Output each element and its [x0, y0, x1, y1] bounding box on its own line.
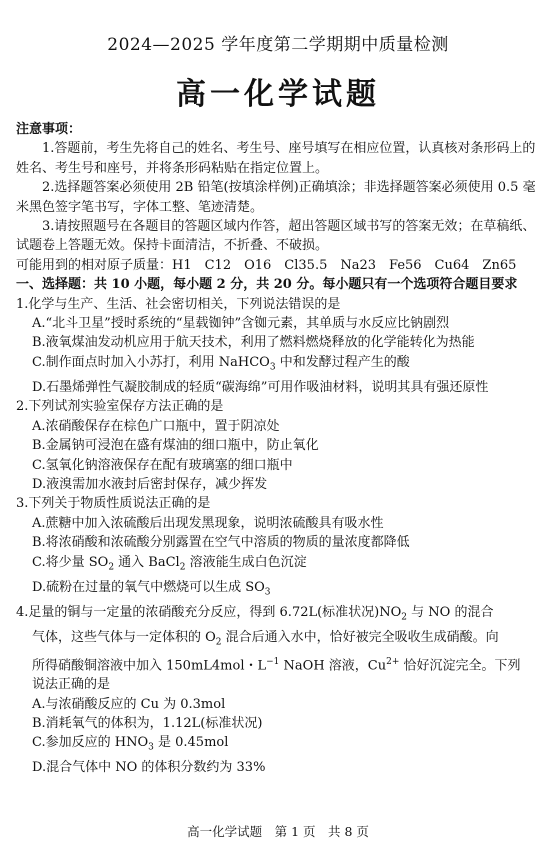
question-4-line-4: 说法正确的是 [32, 677, 111, 693]
question-2-option-c: C.氢氧化钠溶液保存在配有玻璃塞的细口瓶中 [32, 457, 293, 473]
q4l1-sub: 2 [401, 612, 408, 623]
q1c-sub: 3 [269, 362, 276, 373]
q4c-sub: 3 [148, 743, 154, 754]
question-1-option-c [16, 353, 542, 378]
notes-section [16, 120, 542, 778]
q4l1-text-1: 4.足量的铜与一定量的浓硝酸充分反应，得到 6.72L(标准状况)NO [16, 604, 402, 620]
q4c-text-2: 是 0.45mol [153, 735, 229, 751]
q3c-text-3: 溶液能生成白色沉淀 [185, 554, 307, 570]
question-4-option-c [16, 733, 542, 758]
q3d-sub: 3 [264, 587, 271, 598]
page-footer: 高一化学试题 第 1 页 共 8 页 [187, 824, 369, 839]
question-3-option-c [16, 553, 542, 578]
q4l3-sup-2: 2+ [386, 656, 400, 667]
question-4-option-a: A.与浓硝酸反应的 Cu 为 0.3mol [32, 696, 226, 712]
question-3-option-a: A.蔗糖中加入浓硫酸后出现发黑现象，说明浓硫酸具有吸水性 [32, 515, 384, 531]
question-3-stem: 3.下列关于物质性质说法正确的是 [16, 496, 211, 512]
question-4-option-d: D.混合气体中 NO 的体积分数约为 33% [32, 760, 266, 776]
q4l1-text-2: 与 NO 的混合 [407, 604, 494, 620]
question-2-option-a: A.浓硝酸保存在棕色广口瓶中，置于阴凉处 [32, 418, 280, 434]
q1c-text-1: C.制作面点时加入小苏打，利用 NaHCO [32, 354, 270, 370]
q4l2-sub: 2 [215, 637, 222, 648]
q4l2-text-1: 气体，这些气体与一定体积的 O [32, 629, 216, 645]
q3c-text-2: 通入 BaCl [114, 554, 180, 570]
q4l3-text-2: NaOH 溶液，Cu [279, 657, 387, 673]
question-2-option-b: B.金属钠可浸泡在盛有煤油的细口瓶中，防止氧化 [32, 438, 319, 454]
q4l3-text-1: 所得硝酸铜溶液中加入 150mL4mol・L [32, 657, 267, 673]
q1c-text-2: 中和发酵过程产生的酸 [275, 354, 410, 370]
q4c-text-1: C.参加反应的 HNO [32, 735, 149, 751]
question-4-option-b: B.消耗氧气的体积为，1.12L(标准状况) [32, 716, 263, 732]
note-item-1: 1.答题前，考生先将自己的姓名、考生号、座号填写在相应位置，认真核对条形码上的姓名、考生号和座号，并将条形码粘贴在指定位置上。 [16, 141, 536, 176]
question-2-stem: 2.下列试剂实验室保存方法正确的是 [16, 399, 224, 415]
q4l2-text-2: 混合后通入水中，恰好被完全吸收生成硝酸。向 [221, 629, 499, 645]
question-1-option-a: A.“北斗卫星”授时系统的“星载铷钟”含铷元素，其单质与水反应比钠剧烈 [32, 316, 450, 332]
exam-header: 2024—2025 学年度第二学期期中质量检测 [107, 35, 449, 55]
q4l3-sup-1: −1 [266, 656, 280, 667]
note-item-3: 3.请按照题号在各题目的答题区域内作答，超出答题区域书写的答案无效；在草稿纸、试题卷上答题无效。保持卡面清洁，不折叠、不破损。 [16, 219, 536, 254]
notes-heading: 注意事项： [16, 122, 82, 137]
question-1-stem: 1.化学与生产、生活、社会密切相关，下列说法错误的是 [16, 296, 341, 312]
question-1-option-b: B.液氧煤油发动机应用于航天技术，利用了燃料燃烧释放的化学能转化为热能 [32, 335, 475, 351]
question-2-option-d: D.液溴需加水液封后密封保存，减少挥发 [32, 476, 268, 492]
section-heading: 一、选择题：共 10 小题，每小题 2 分，共 20 分。每小题只有一个选项符合题目要求 [16, 277, 518, 293]
q3c-sub-1: 2 [108, 562, 115, 573]
question-4-line-3 [16, 653, 542, 676]
exam-title: 高一化学试题 [176, 77, 380, 112]
q3c-text-1: C.将少量 SO [32, 554, 109, 570]
question-3-option-b: B.将浓硝酸和浓硫酸分别露置在空气中溶质的物质的量浓度都降低 [32, 535, 410, 551]
note-item-2: 2.选择题答案必须使用 2B 铅笔(按填涂样例)正确填涂；非选择题答案必须使用 0.5 毫米黑色签字笔书写，字体工整、笔迹清楚。 [16, 180, 536, 215]
question-4-line-2 [16, 628, 542, 653]
question-1-option-d: D.石墨烯弹性气凝胶制成的轻质“碳海绵”可用作吸油材料，说明其具有强还原性 [32, 379, 489, 395]
q3d-text: D.硫粉在过量的氧气中燃烧可以生成 SO [32, 579, 265, 595]
question-3-option-d [16, 578, 542, 603]
question-4-line-1 [16, 603, 542, 628]
atomic-masses: 可能用到的相对原子质量：H1 C12 O16 Cl35.5 Na23 Fe56 Cu64 Zn65 [16, 257, 517, 273]
q3c-sub-2: 2 [179, 562, 186, 573]
q4l3-text-3: 恰好沉淀完全。下列 [399, 657, 521, 673]
